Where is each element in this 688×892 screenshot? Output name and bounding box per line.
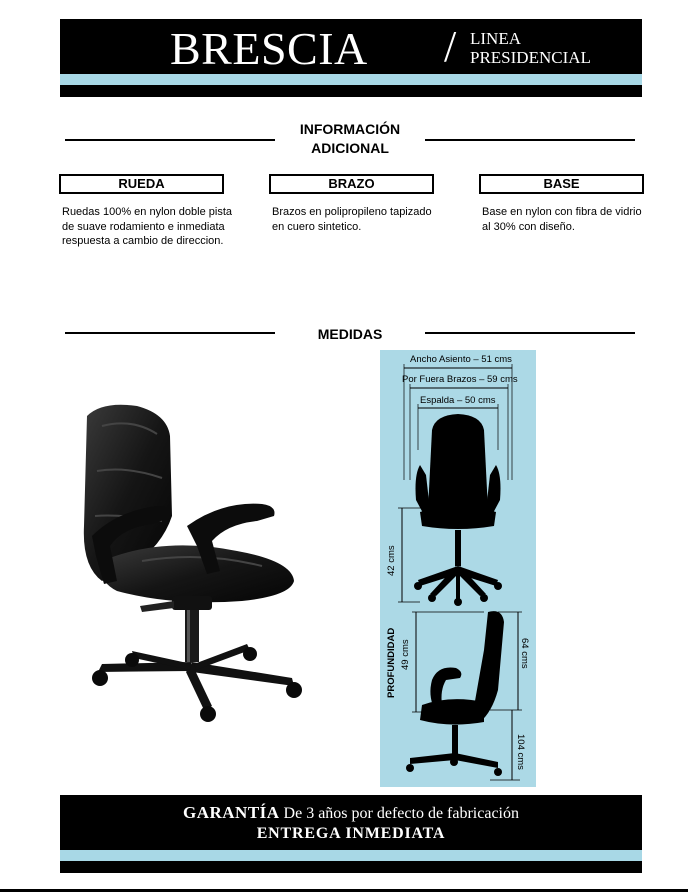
feature-desc-rueda: Ruedas 100% en nylon doble pista de suave rodamiento e inmediata respuesta a cambio de direccion. — [62, 206, 233, 247]
diagram-drawing — [380, 350, 536, 787]
footer-accent-stripe — [60, 850, 642, 861]
info-divider-left — [65, 139, 275, 141]
footer-bottom-bar — [60, 861, 642, 873]
dim-total-height: 104 cms — [515, 734, 526, 770]
feature-desc-base: Base en nylon con fibra de vidrio al 30% con diseño. — [482, 206, 642, 233]
brand-subtitle — [470, 29, 591, 67]
header-accent-stripe — [60, 74, 642, 85]
feature-desc-brazo: Brazos en polipropileno tapizado en cuero sintetico. — [272, 206, 432, 233]
warranty-text: De 3 años por defecto de fabricación — [279, 805, 519, 822]
delivery-text: ENTREGA INMEDIATA — [256, 825, 446, 842]
info-title-line2: ADICIONAL — [311, 140, 389, 156]
measures-divider-right — [425, 332, 635, 334]
info-section-title — [280, 120, 420, 158]
dim-back-width: Espalda – 50 cms — [420, 395, 496, 406]
footer-banner — [60, 795, 642, 850]
feature-label-rueda: RUEDA — [59, 174, 224, 194]
warranty-label: GARANTÍA — [182, 803, 280, 822]
brand-slash: / — [444, 22, 457, 71]
measures-section-title: MEDIDAS — [317, 326, 383, 342]
measures-divider-left — [65, 332, 275, 334]
dimension-diagram — [380, 350, 536, 787]
header-banner — [60, 19, 642, 74]
info-title-line1: INFORMACIÓN — [299, 121, 401, 137]
feature-label-brazo: BRAZO — [269, 174, 434, 194]
dim-seat-height: 42 cms — [386, 545, 397, 576]
dim-seat-width: Ancho Asiento – 51 cms — [410, 354, 512, 365]
dim-depth-value: 49 cms — [400, 639, 411, 670]
warranty-line — [60, 803, 642, 824]
chair-photo — [62, 396, 312, 726]
dim-depth-label: PROFUNDIDAD — [386, 627, 397, 698]
header-bottom-bar — [60, 85, 642, 97]
info-divider-right — [425, 139, 635, 141]
dim-back-height: 64 cms — [519, 638, 530, 669]
brand-title: BRESCIA — [170, 23, 368, 74]
feature-label-base: BASE — [479, 174, 644, 194]
brand-subtitle-line2: PRESIDENCIAL — [470, 48, 591, 67]
dim-outer-arms: Por Fuera Brazos – 59 cms — [402, 374, 518, 385]
brand-subtitle-line1: LINEA — [470, 29, 521, 48]
